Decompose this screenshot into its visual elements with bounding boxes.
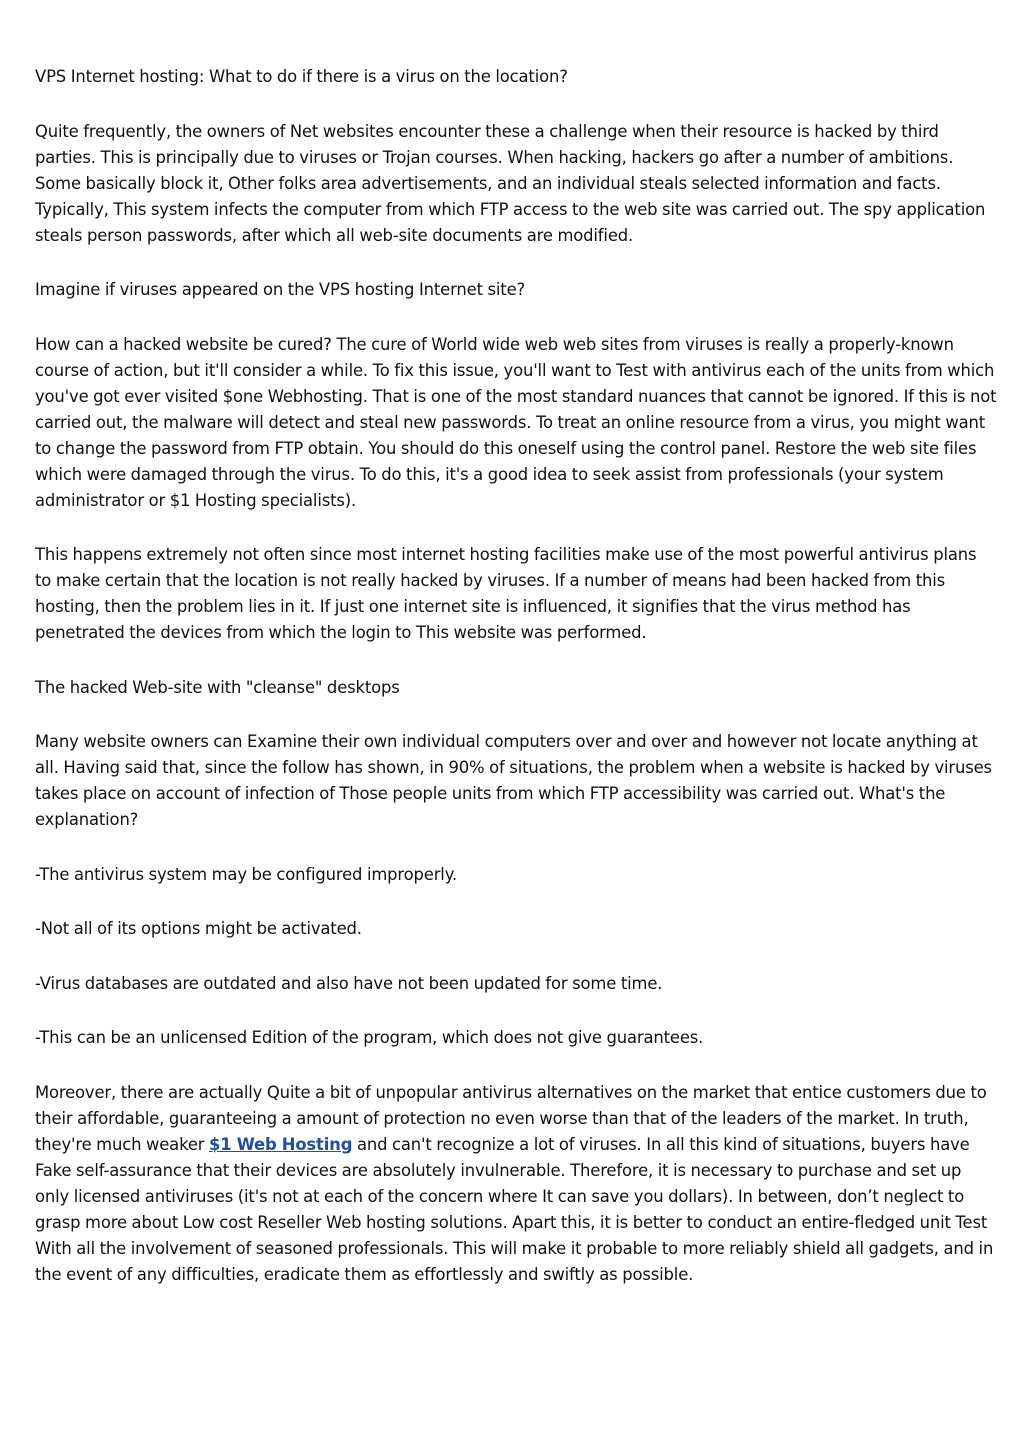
list-item-configured-improperly: -The antivirus system may be configured improperly. <box>35 864 457 884</box>
list-item-databases-outdated: -Virus databases are outdated and also have not been updated for some time. <box>35 973 663 993</box>
section-heading-clean-desktops: The hacked Web-site with "cleanse" desktops <box>35 677 400 697</box>
list-item-unlicensed-edition: -This can be an unlicensed Edition of the program, which does not give guarantees. <box>35 1028 704 1047</box>
final-paragraph-text-after-link: and can't recognize a lot of viruses. In all this kind of situations, buyers have Fake self-assurance that their devices are absolutely invulnerable. Therefore, it is necessary to purchase and set up only licensed antiviruses (it's not at each of the concern where It can save you dollars). In between, don’t neglect to grasp more about Low cost Reseller Web hosting solutions. Apart this, it is better to conduct an entire-fledged unit Test With all the involvement of seasoned professionals. This will make it probable to more reliably shield all gadgets, and in the event of any difficulties, eradicate them as effortlessly and swiftly as possible. <box>35 1134 994 1284</box>
paragraph-curing-website: How can a hacked website be cured? The cure of World wide web web sites from viruses is really a properly-known course of action, but it'll consider a while. To fix this issue, you'll want to Test with antivirus each of the units from which you've got ever visited $one Webhosting. That is one of the most standard nuances that cannot be ignored. If this is not carried out, the malware will detect and steal new passwords. To treat an online resource from a virus, you might want to change the password from FTP obtain. You should do this oneself using the control panel. Restore the web site files which were damaged through the virus. To do this, it's a good idea to seek assist from professionals (your system administrator or $1 Hosting specialists). <box>35 334 997 510</box>
paragraph-owners-examine: Many website owners can Examine their own individual computers over and over and however not locate anything at all. Having said that, since the follow has shown, in 90% of situations, the problem when a website is hacked by viruses takes place on account of infection of Those people units from which FTP accessibility was carried out. What's the explanation? <box>35 732 992 829</box>
paragraph-hacked-resources: Quite frequently, the owners of Net websites encounter these a challenge when their resource is hacked by third parties. This is principally due to viruses or Trojan courses. When hacking, hackers go after a number of ambitions. Some basically block it, Other folks area advertisements, and an individual steals selected information and facts. Typically, This system infects the computer from which FTP access to the web site was carried out. The spy application steals person passwords, after which all web-site documents are modified. <box>35 121 986 245</box>
paragraph-hosting-antivirus: This happens extremely not often since most internet hosting facilities make use of the most powerful antivirus plans to make certain that the location is not really hacked by viruses. If a number of means had been hacked from this hosting, then the problem lies in it. If just one internet site is influenced, it signifies that the virus method has penetrated the devices from which the login to This website was performed. <box>35 545 977 642</box>
list-item-options-not-activated: -Not all of its options might be activated. <box>35 919 362 938</box>
paragraph-unpopular-antivirus <box>35 1080 997 1288</box>
web-hosting-link[interactable]: $1 Web Hosting <box>209 1134 353 1154</box>
final-paragraph-text-before-link: Moreover, there are actually Quite a bit of unpopular antivirus alternatives on the market that entice customers due to their affordable, guaranteeing a amount of protection no even worse than that of the leaders of the market. In truth, they're much weaker <box>35 1082 987 1154</box>
document-body <box>35 64 997 1316</box>
section-heading-viruses-on-vps: Imagine if viruses appeared on the VPS hosting Internet site? <box>35 280 526 299</box>
document-title: VPS Internet hosting: What to do if there is a virus on the location? <box>35 67 568 86</box>
